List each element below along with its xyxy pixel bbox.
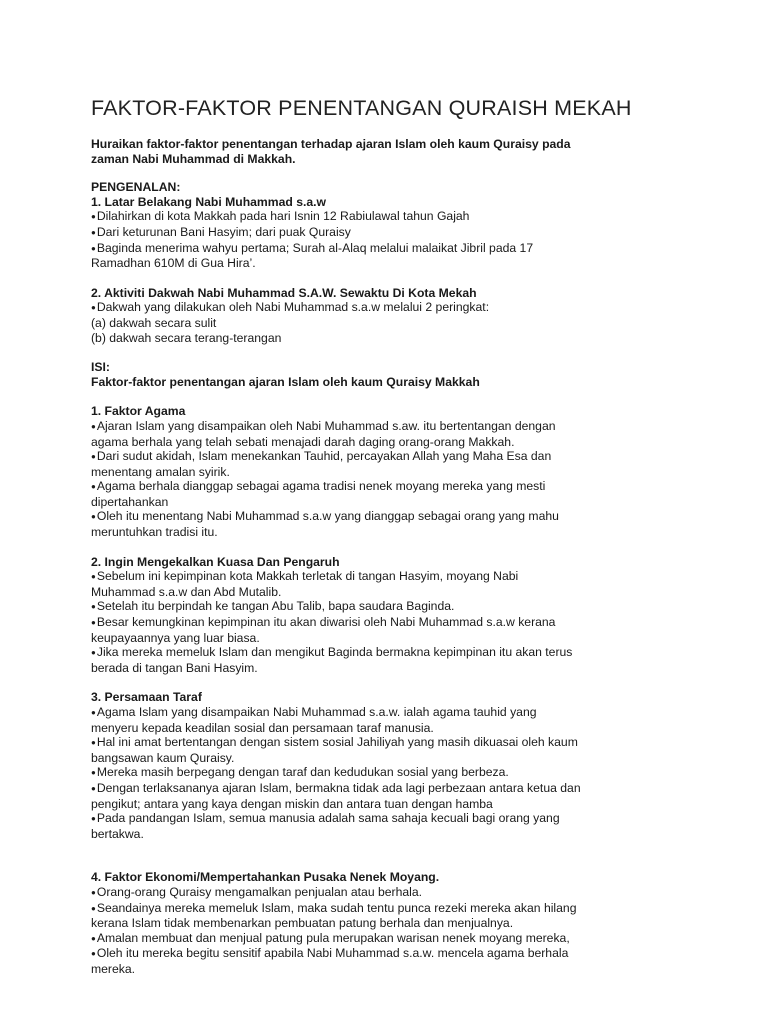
bullet-continuation: menyeru kepada keadilan sosial dan persamaan taraf manusia. xyxy=(91,720,434,735)
question-text xyxy=(91,137,731,166)
section-persamaan-taraf xyxy=(91,690,731,841)
bullet-continuation: pengikut; antara yang kaya dengan miskin dan antara tuan dengan hamba xyxy=(91,796,493,811)
section-heading: 3. Persamaan Taraf xyxy=(91,690,202,705)
bullet-continuation: mereka. xyxy=(91,961,136,976)
section-faktor-agama xyxy=(91,404,731,539)
bullet-item: ● Ajaran Islam yang disampaikan oleh Nabi Muhammad s.aw. itu bertentangan dengan xyxy=(91,419,731,435)
bullet-item: ● Besar kemungkinan kepimpinan itu akan diwarisi oleh Nabi Muhammad s.a.w kerana xyxy=(91,615,731,631)
section-heading: 2. Ingin Mengekalkan Kuasa Dan Pengaruh xyxy=(91,554,340,569)
bullet-item: ● Amalan membuat dan menjual patung pula merupakan warisan nenek moyang mereka, xyxy=(91,931,731,947)
bullet-item: ● Seandainya mereka memeluk Islam, maka sudah tentu punca rezeki mereka akan hilang xyxy=(91,901,731,917)
bullet-item: ● Orang-orang Quraisy mengamalkan penjualan atau berhala. xyxy=(91,885,731,901)
bullet-item: ● Dengan terlaksananya ajaran Islam, bermakna tidak ada lagi perbezaan antara ketua dan xyxy=(91,781,731,797)
section-heading: Faktor-faktor penentangan ajaran Islam oleh kaum Quraisy Makkah xyxy=(91,374,480,389)
section-kuasa-pengaruh xyxy=(91,555,731,676)
section-heading: 2. Aktiviti Dakwah Nabi Muhammad S.A.W. Sewaktu Di Kota Mekah xyxy=(91,285,477,300)
bullet-item: ● Oleh itu menentang Nabi Muhammad s.a.w yang dianggap sebagai orang yang mahu xyxy=(91,509,731,525)
list-item: (b) dakwah secara terang-terangan xyxy=(91,330,282,345)
question-line: Huraikan faktor-faktor penentangan terhadap ajaran Islam oleh kaum Quraisy pada xyxy=(91,137,571,151)
section-heading: 4. Faktor Ekonomi/Mempertahankan Pusaka Nenek Moyang. xyxy=(91,870,440,885)
bullet-continuation: bertakwa. xyxy=(91,826,144,841)
bullet-continuation: agama berhala yang telah sebati menajadi darah daging orang-orang Makkah. xyxy=(91,434,515,449)
bullet-continuation: keupayaannya yang luar biasa. xyxy=(91,630,260,645)
document-page xyxy=(91,95,731,992)
bullet-continuation: meruntuhkan tradisi itu. xyxy=(91,525,218,540)
section-label: ISI: xyxy=(91,360,110,375)
bullet-item: ● Dakwah yang dilakukan oleh Nabi Muhammad s.a.w melalui 2 peringkat: xyxy=(91,300,731,316)
question-line: zaman Nabi Muhammad di Makkah. xyxy=(91,151,296,166)
bullet-item: ● Agama berhala dianggap sebagai agama tradisi nenek moyang mereka yang mesti xyxy=(91,479,731,495)
section-label: PENGENALAN: xyxy=(91,180,181,195)
bullet-item: ● Dari sudut akidah, Islam menekankan Tauhid, percayakan Allah yang Maha Esa dan xyxy=(91,449,731,465)
bullet-item: ● Jika mereka memeluk Islam dan mengikut Baginda bermakna kepimpinan itu akan terus xyxy=(91,645,731,661)
bullet-item: ● Baginda menerima wahyu pertama; Surah al-Alaq melalui malaikat Jibril pada 17 xyxy=(91,241,731,257)
section-aktiviti-dakwah xyxy=(91,286,731,345)
bullet-item: ● Mereka masih berpegang dengan taraf dan kedudukan sosial yang berbeza. xyxy=(91,765,731,781)
section-heading: 1. Faktor Agama xyxy=(91,404,186,419)
list-item: (a) dakwah secara sulit xyxy=(91,315,217,330)
bullet-continuation: Ramadhan 610M di Gua Hira’. xyxy=(91,256,256,271)
document-title: FAKTOR-FAKTOR PENENTANGAN QURAISH MEKAH xyxy=(91,96,632,120)
bullet-item: ● Dilahirkan di kota Makkah pada hari Isnin 12 Rabiulawal tahun Gajah xyxy=(91,209,731,225)
section-heading: 1. Latar Belakang Nabi Muhammad s.a.w xyxy=(91,194,327,209)
bullet-continuation: menentang amalan syirik. xyxy=(91,464,230,479)
bullet-item: ● Agama Islam yang disampaikan Nabi Muhammad s.a.w. ialah agama tauhid yang xyxy=(91,705,731,721)
section-isi xyxy=(91,360,731,389)
bullet-item: ● Oleh itu mereka begitu sensitif apabila Nabi Muhammad s.a.w. mencela agama berhala xyxy=(91,946,731,962)
bullet-continuation: Muhammad s.a.w dan Abd Mutalib. xyxy=(91,584,282,599)
bullet-item: ● Hal ini amat bertentangan dengan sistem sosial Jahiliyah yang masih dikuasai oleh kaum xyxy=(91,735,731,751)
bullet-item: ● Dari keturunan Bani Hasyim; dari puak Quraisy xyxy=(91,225,731,241)
bullet-item: ● Sebelum ini kepimpinan kota Makkah terletak di tangan Hasyim, moyang Nabi xyxy=(91,569,731,585)
bullet-item: ● Pada pandangan Islam, semua manusia adalah sama sahaja kecuali bagi orang yang xyxy=(91,811,731,827)
bullet-item: ● Setelah itu berpindah ke tangan Abu Talib, bapa saudara Baginda. xyxy=(91,599,731,615)
bullet-continuation: dipertahankan xyxy=(91,494,169,509)
section-faktor-ekonomi xyxy=(91,870,731,976)
bullet-continuation: bangsawan kaum Quraisy. xyxy=(91,750,235,765)
section-pengenalan xyxy=(91,180,731,271)
bullet-continuation: kerana Islam tidak membenarkan pembuatan patung berhala dan menjualnya. xyxy=(91,916,514,931)
bullet-continuation: berada di tangan Bani Hasyim. xyxy=(91,660,258,675)
